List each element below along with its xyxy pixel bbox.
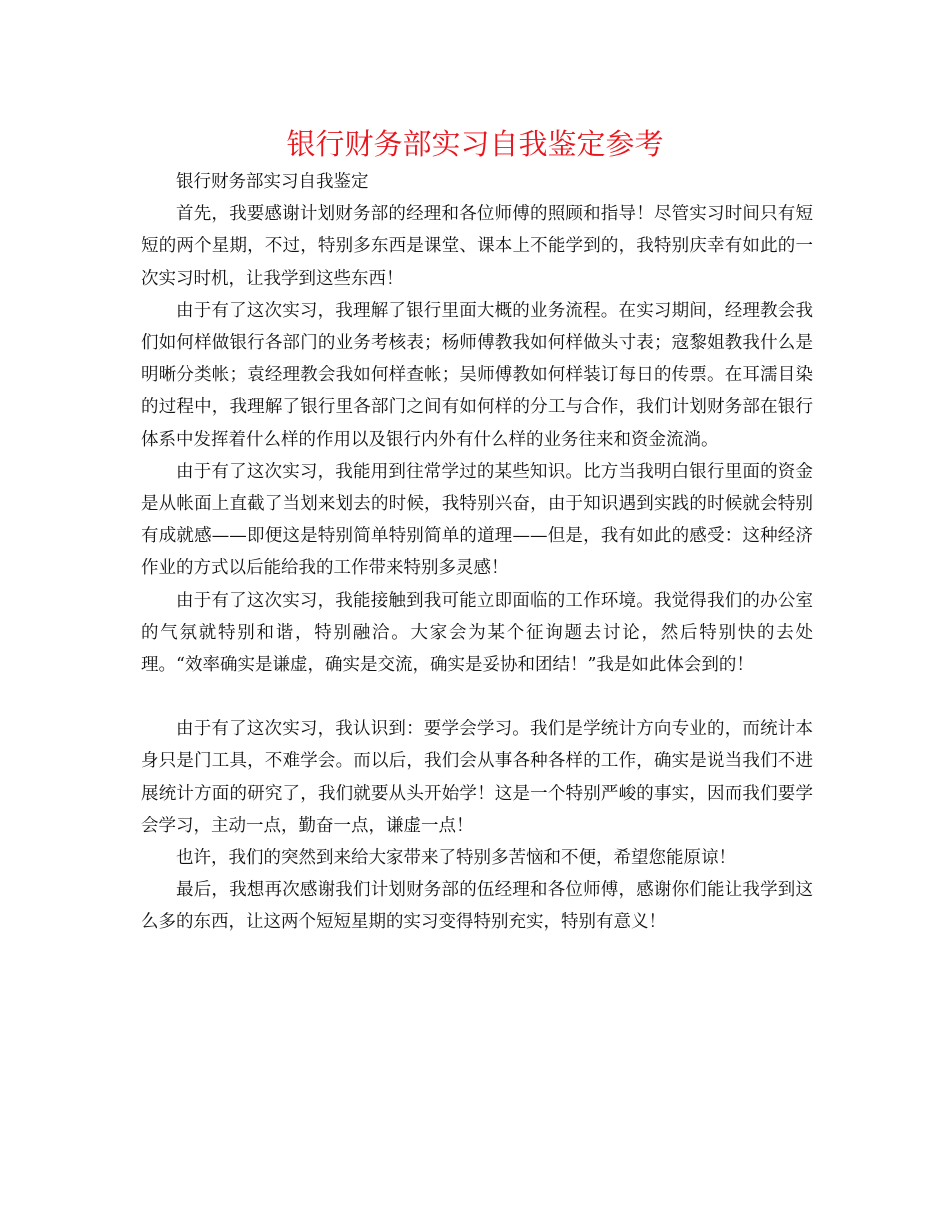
body-paragraph: 最后，我想再次感谢我们计划财务部的伍经理和各位师傅，感谢你们能让我学到这么多的东西，让这两个短短星期的实习变得特别充实，特别有意义！: [141, 880, 813, 933]
body-paragraph: 由于有了这次实习，我认识到：要学会学习。我们是学统计方向专业的，而统计本身只是门工具，不难学会。而以后，我们会从事各种各样的工作，确实是说当我们不进展统计方面的研究了，我们就要从头开始学！这是一个特别严峻的事实，因而我们要学会学习，主动一点，勤奋一点，谦虚一点！: [141, 719, 813, 836]
body-paragraph: 由于有了这次实习，我能用到往常学过的某些知识。比方当我明白银行里面的资金是从帐面上直截了当划来划去的时候，我特别兴奋，由于知识遇到实践的时候就会特别有成就感——即便这是特别简单特别简单的道理——但是，我有如此的感受：这种经济作业的方式以后能给我的工作带来特别多灵感！: [141, 461, 813, 579]
body-paragraph: 由于有了这次实习，我理解了银行里面大概的业务流程。在实习期间，经理教会我们如何样做银行各部门的业务考核表；杨师傅教我如何样做头寸表；寇黎姐教我什么是明晰分类帐；袁经理教会我如何样查帐；吴师傅教如何样装订每日的传票。在耳濡目染的过程中，我理解了银行里各部门之间有如何样的分工与合作，我们计划财务部在银行体系中发挥着什么样的作用以及银行内外有什么样的业务往来和资金流淌。: [141, 300, 813, 450]
body-paragraph: 也许，我们的突然到来给大家带来了特别多苦恼和不便，希望您能原谅！: [176, 848, 736, 869]
body-paragraph: 由于有了这次实习，我能接触到我可能立即面临的工作环境。我觉得我们的办公室的气氛就特别和谐，特别融洽。大家会为某个征询题去讨论，然后特别快的去处理。“效率确实是谦虚，确实是交流，确实是妥协和团结！”我是如此体会到的！: [141, 590, 813, 676]
document-title: 银行财务部实习自我鉴定参考: [286, 127, 664, 161]
body-paragraph: 首先，我要感谢计划财务部的经理和各位师傅的照顾和指导！尽管实习时间只有短短的两个星期，不过，特别多东西是课堂、课本上不能学到的，我特别庆幸有如此的一次实习时机，让我学到这些东西！: [141, 204, 813, 289]
subtitle-paragraph: 银行财务部实习自我鉴定: [176, 172, 369, 192]
document-body: [141, 166, 813, 939]
